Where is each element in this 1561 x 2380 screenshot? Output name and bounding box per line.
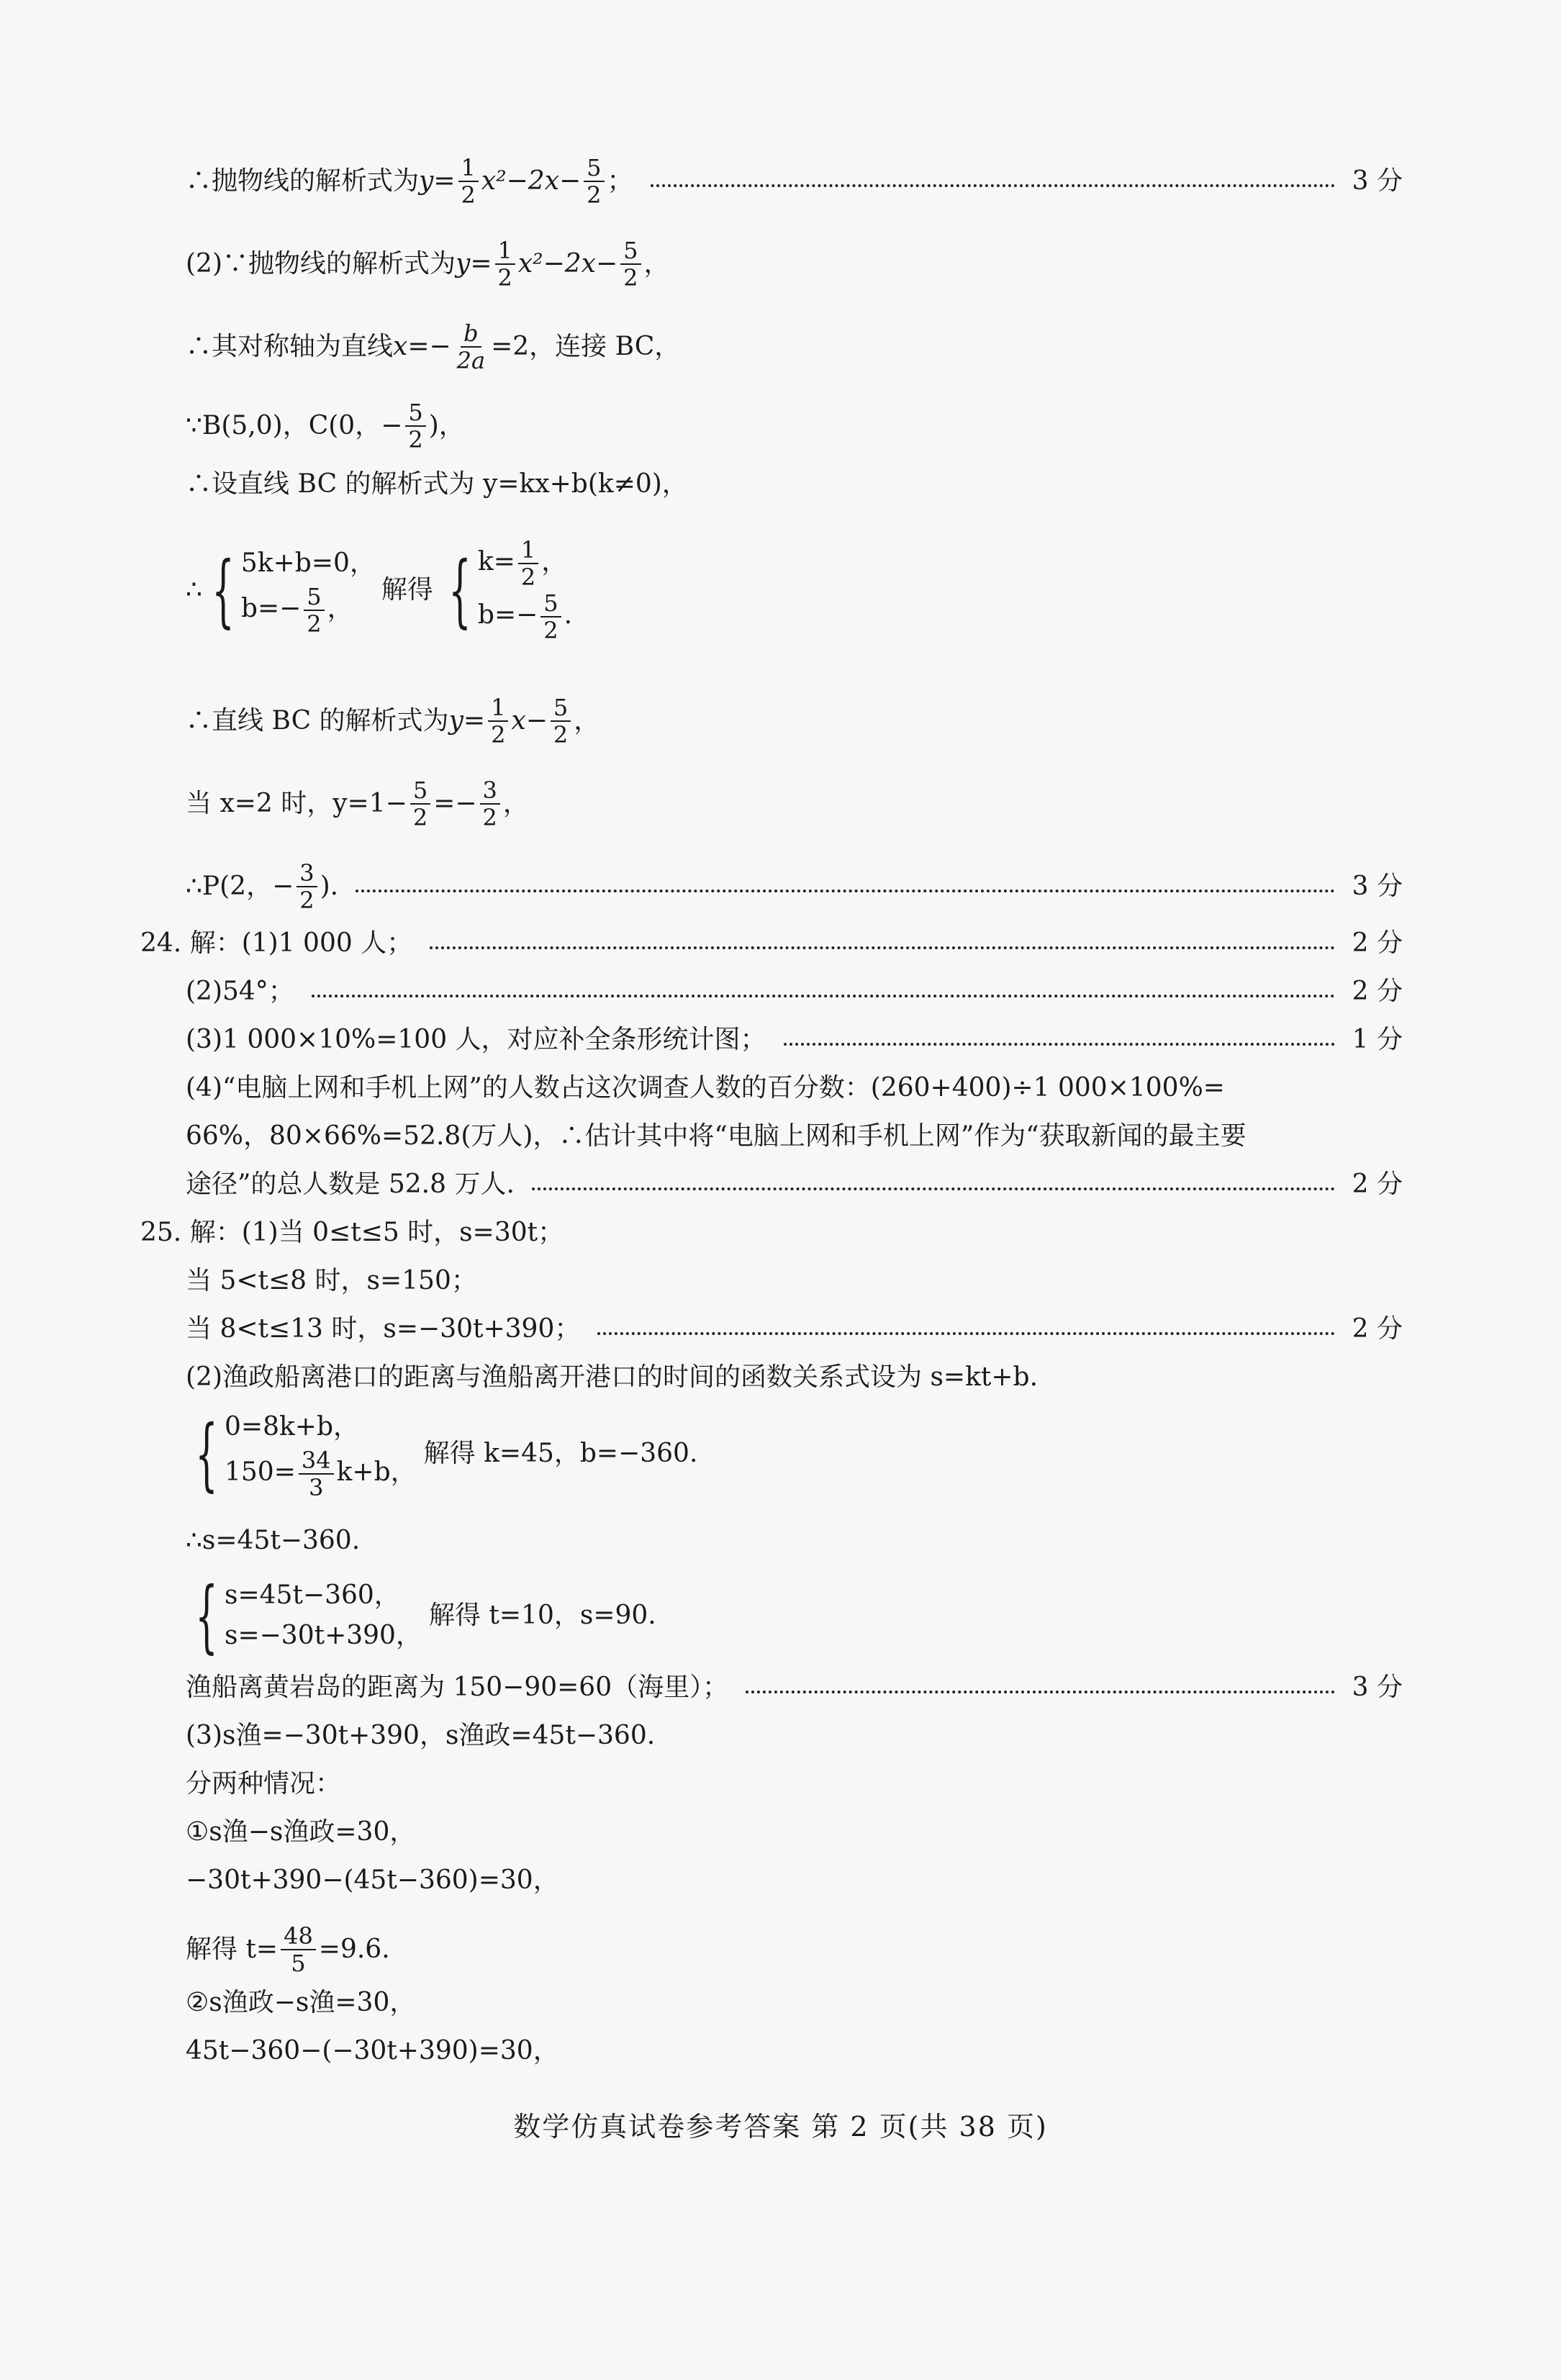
fraction-b-over-2a: $\frac{b}{2a}$: [456, 320, 486, 374]
leader-dots: [651, 184, 1335, 187]
solution-system: { k= $\frac{1}{2}$ ， b=− $\frac{5}{2}$ .: [448, 536, 573, 644]
q24-part3: (3)1 000×10%=100 人，对应补全条形统计图； 1 分: [186, 1025, 1403, 1054]
q25-case3: 当 8<t≤13 时，s=−30t+390； 2 分: [186, 1314, 1403, 1344]
q25-case-a-solve: 解得 t= $\frac{48}{5}$ =9.6.: [186, 1922, 390, 1977]
q25-case-a: ①s渔−s渔政=30，: [186, 1817, 416, 1847]
point-p-line: ∴P(2，− $\frac{3}{2}$ ). 3 分: [186, 859, 1403, 914]
x-equals-2-line: 当 x=2 时，y=1− $\frac{5}{2}$ =− $\frac{3}{2}$ ，: [186, 777, 529, 831]
text: ∴抛物线的解析式为: [186, 166, 420, 196]
q24-part1: 24. 解：(1)1 000 人； 2 分: [140, 928, 1403, 958]
q24-part4-a: (4)“电脑上网和手机上网”的人数占这次调查人数的百分数：(260+400)÷1 000×100%=: [186, 1073, 1225, 1103]
q25-part2: (2)渔政船离港口的距离与渔船离开港口的时间的函数关系式设为 s=kt+b.: [186, 1362, 1039, 1392]
fraction-five-halves: $\frac{5}{2}$: [584, 155, 604, 208]
axis-line: ∴其对称轴为直线 x=− $\frac{b}{2a}$ =2，连接 BC，: [186, 320, 681, 374]
q25-system2: { s=45t−360， s=−30t+390， 解得 t=10，s=90.: [195, 1570, 656, 1662]
score: 3 分: [1352, 166, 1403, 196]
points-line: ∵B(5,0)，C(0，− $\frac{5}{2}$ )，: [186, 399, 465, 453]
page-footer: 数学仿真试卷参考答案 第 2 页(共 38 页): [513, 2111, 1048, 2143]
q25-part1: 25. 解：(1)当 0≤t≤5 时，s=30t；: [140, 1218, 564, 1247]
bc-equation-line: ∴直线 BC 的解析式为 y= $\frac{1}{2}$ x− $\frac{5}{2}$ ，: [186, 694, 600, 748]
fraction-half: $\frac{1}{2}$: [458, 155, 479, 208]
leader-dots: [356, 890, 1335, 892]
q24-part4-c: 途径”的总人数是 52.8 万人. 2 分: [186, 1169, 1403, 1199]
equation-system: { 5k+b=0， b=− $\frac{5}{2}$ ，: [212, 544, 376, 638]
q25-case2: 当 5<t≤8 时，s=150；: [186, 1266, 477, 1295]
fraction-five-halves: $\frac{5}{2}$: [405, 399, 425, 453]
eq-part: x²−2x−: [481, 166, 582, 196]
q25-distance: 渔船离黄岩岛的距离为 150−90=60（海里）； 3 分: [186, 1673, 1403, 1702]
eq-part: y=: [419, 166, 456, 196]
score: 3 分: [1352, 872, 1403, 901]
q24-part4-b: 66%，80×66%=52.8(万人)，∴估计其中将“电脑上网和手机上网”作为“获取新闻的最主要: [186, 1121, 1246, 1151]
q25-case-a-eq: −30t+390−(45t−360)=30，: [186, 1865, 559, 1895]
parabola-equation-line: ∴抛物线的解析式为 y= $\frac{1}{2}$ x²−2x− $\frac{5}{2}$ ； 3 分: [186, 154, 1403, 209]
q24-part2: (2)54°； 2 分: [186, 977, 1403, 1006]
q25-part3: (3)s渔=−30t+390，s渔政=45t−360.: [186, 1721, 656, 1750]
bc-system-line: ∴ { 5k+b=0， b=− $\frac{5}{2}$ ， 解得 { k= $\frac{1}{2}$ ， b=− $\frac{5}{2}$ .: [186, 536, 573, 644]
q25-s-equation: ∴s=45t−360.: [186, 1526, 361, 1555]
bc-assume-line: ∴设直线 BC 的解析式为 y=kx+b(k≠0)，: [186, 469, 688, 499]
part2-equation-line: (2)∵抛物线的解析式为 y= $\frac{1}{2}$ x²−2x− $\frac{5}{2}$ ，: [186, 237, 670, 291]
q25-case-b-eq: 45t−360−(−30t+390)=30，: [186, 2036, 559, 2065]
fraction-half: $\frac{1}{2}$: [495, 237, 515, 291]
q25-two-cases: 分两种情况：: [186, 1769, 342, 1798]
fraction-five-halves: $\frac{5}{2}$: [620, 237, 641, 291]
q25-case-b: ②s渔政−s渔=30，: [186, 1988, 416, 2017]
q25-system1: { 0=8k+b， 150= $\frac{34}{3}$ k+b， 解得 k=45，b=−360.: [195, 1408, 698, 1501]
